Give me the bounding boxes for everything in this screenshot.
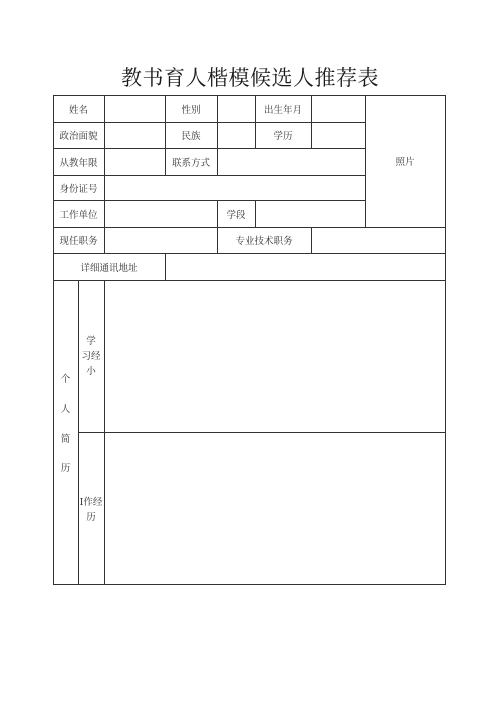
label-work-line-1: I作经	[79, 497, 103, 508]
col-line	[78, 280, 79, 585]
label-education: 学历	[273, 131, 293, 142]
label-gender: 性别	[181, 104, 201, 116]
input-tech-post[interactable]	[312, 227, 445, 253]
input-gender[interactable]	[218, 95, 255, 122]
input-contact[interactable]	[218, 148, 365, 175]
label-study-line-3: 小	[86, 366, 96, 377]
label-resume-char-4: 历	[60, 463, 71, 474]
label-study-line-1: 学	[86, 336, 96, 347]
label-ethnicity: 民族	[181, 131, 201, 142]
table-border-right	[445, 95, 446, 585]
photo-area[interactable]: 照片	[395, 157, 415, 168]
label-name: 姓名	[68, 104, 88, 116]
input-teaching-years[interactable]	[105, 148, 165, 175]
label-id-number: 身份证号	[59, 183, 98, 195]
form-title: 教书育人楷模候选人推荐表	[121, 66, 379, 90]
label-work-unit: 工作单位	[59, 209, 98, 221]
input-school-stage[interactable]	[256, 200, 365, 227]
input-name[interactable]	[105, 95, 165, 122]
input-work-experience[interactable]	[105, 433, 445, 584]
label-contact: 联系方式	[171, 157, 210, 169]
input-current-post[interactable]	[105, 227, 217, 253]
label-current-post: 现任职务	[59, 236, 98, 247]
input-study-experience[interactable]	[105, 280, 445, 432]
input-address[interactable]	[166, 253, 445, 280]
table-border-bottom	[53, 584, 446, 585]
input-id-number[interactable]	[105, 175, 365, 200]
input-ethnicity[interactable]	[218, 122, 255, 148]
input-birth[interactable]	[312, 95, 365, 122]
input-politics[interactable]	[105, 122, 165, 148]
label-politics: 政治面貌	[59, 131, 98, 142]
label-work-line-2: 历	[86, 512, 96, 523]
label-school-stage: 学段	[226, 209, 246, 221]
label-teaching-years: 从教年限	[59, 157, 98, 169]
label-address: 详细通讯地址	[80, 262, 138, 274]
label-study-line-2: 习经	[81, 351, 101, 362]
input-education[interactable]	[312, 122, 365, 148]
input-work-unit[interactable]	[105, 200, 217, 227]
label-resume-char-1: 个	[60, 374, 71, 385]
label-tech-post: 专业技术职务	[235, 236, 293, 247]
label-resume-char-2: 人	[60, 404, 71, 415]
label-resume-char-3: 简	[60, 434, 71, 445]
label-birth: 出生年月	[263, 104, 302, 116]
